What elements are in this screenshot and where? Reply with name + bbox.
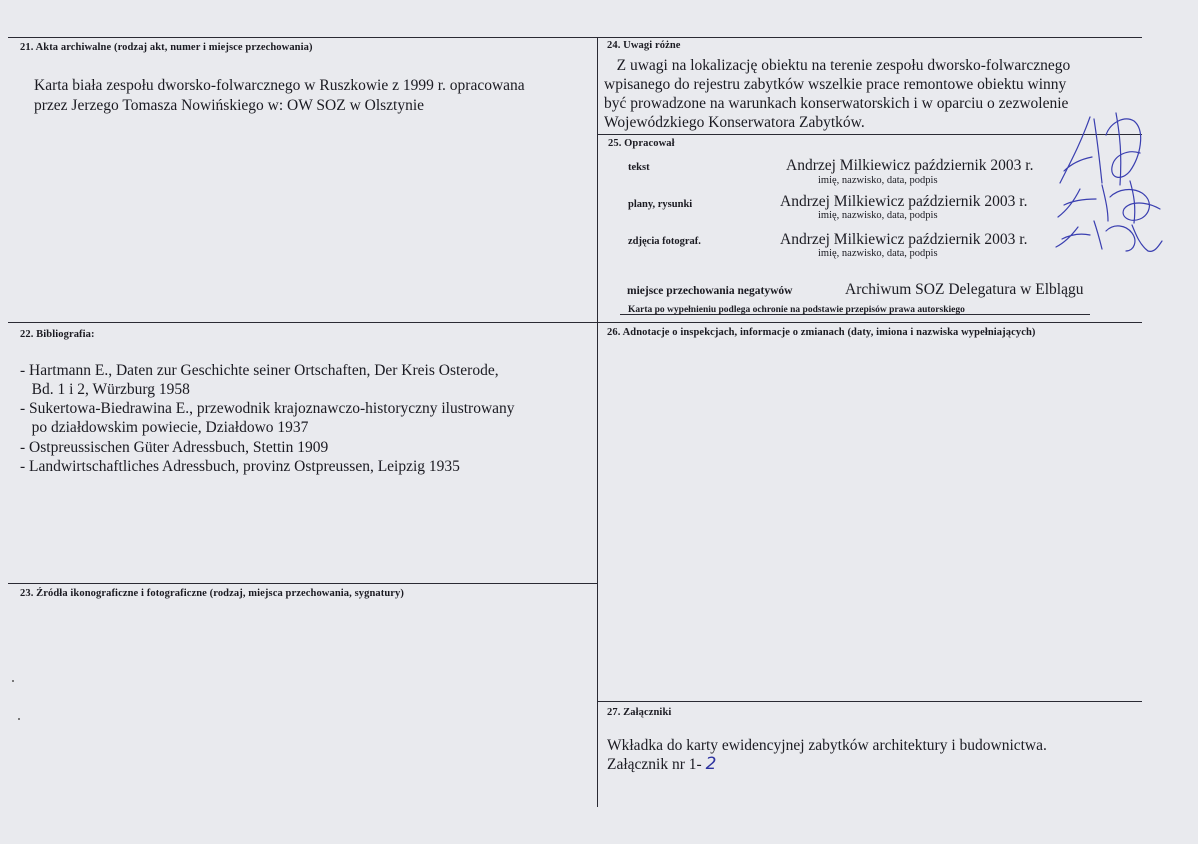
section-21-heading: 21. Akta archiwalne (rodzaj akt, numer i miejsce przechowania) (20, 42, 313, 53)
section-24-line-2: wpisanego do rejestru zabytków wszelkie prace remontowe obiektu winny (604, 76, 1067, 93)
author-row-caption-plans: imię, nazwisko, data, podpis (818, 210, 938, 221)
section-21-line-1: Karta biała zespołu dworsko-folwarcznego w Ruszkowie z 1999 r. opracowana (34, 77, 525, 94)
author-row-label-photos: zdjęcia fotograf. (628, 236, 701, 247)
attachments-line-2 (607, 755, 716, 774)
author-row-label-text: tekst (628, 162, 650, 173)
divider-22-26-top (8, 322, 1142, 323)
section-22-heading: 22. Bibliografia: (20, 329, 95, 340)
copyright-note: Karta po wypełnieniu podlega ochronie na podstawie przepisów prawa autorskiego (628, 305, 965, 315)
bibliography-item-1-cont: Bd. 1 i 2, Würzburg 1958 (20, 381, 190, 398)
section-26-heading: 26. Adnotacje o inspekcjach, informacje o zmianach (daty, imiona i nazwiska wypełniających) (607, 327, 1036, 338)
author-row-caption-photos: imię, nazwisko, data, podpis (818, 248, 938, 259)
author-row-label-plans: plany, rysunki (628, 199, 693, 210)
section-24-line-4: Wojewódzkiego Konserwatora Zabytków. (604, 114, 865, 131)
scan-speck (12, 680, 14, 682)
section-23-heading: 23. Źródła ikonograficzne i fotograficzne (rodzaj, miejsca przechowania, sygnatury) (20, 588, 405, 599)
negatives-storage-label: miejsce przechowania negatywów (627, 285, 793, 297)
bibliography-item-2-cont: po działdowskim powiecie, Działdowo 1937 (20, 419, 309, 436)
attachments-line-2-prefix: Załącznik nr 1- (607, 756, 702, 773)
section-24-line-3: być prowadzone na warunkach konserwatorskich i w oparciu o zezwolenie (604, 95, 1069, 112)
attachments-line-1: Wkładka do karty ewidencyjnej zabytków architektury i budownictwa. (607, 737, 1047, 754)
attachments-handwritten-count: 2 (705, 754, 717, 774)
bibliography-item-2: - Sukertowa-Biedrawina E., przewodnik krajoznawczo-historyczny ilustrowany (20, 400, 515, 417)
bibliography-item-3: - Ostpreussischen Güter Adressbuch, Stettin 1909 (20, 439, 329, 456)
author-row-caption-text: imię, nazwisko, data, podpis (818, 175, 938, 186)
author-row-name-text: Andrzej Milkiewicz październik 2003 r. (786, 157, 1034, 174)
section-24-line-1: Z uwagi na lokalizację obiektu na terenie zespołu dworsko-folwarcznego (605, 57, 1071, 74)
scan-speck (18, 718, 20, 720)
section-21-line-2: przez Jerzego Tomasza Nowińskiego w: OW SOZ w Olsztynie (34, 97, 425, 114)
bibliography-item-4: - Landwirtschaftliches Adressbuch, provinz Ostpreussen, Leipzig 1935 (20, 458, 460, 475)
section-25-heading: 25. Opracował (608, 138, 675, 149)
negatives-storage-value: Archiwum SOZ Delegatura w Elblągu (845, 281, 1084, 298)
divider-23-top (8, 583, 597, 584)
divider-27-top (597, 701, 1142, 702)
bibliography-item-1: - Hartmann E., Daten zur Geschichte seiner Ortschaften, Der Kreis Osterode, (20, 362, 499, 379)
handwritten-signatures (1050, 105, 1170, 265)
section-27-heading: 27. Załączniki (607, 707, 672, 718)
author-row-name-plans: Andrzej Milkiewicz październik 2003 r. (780, 193, 1028, 210)
author-row-name-photos: Andrzej Milkiewicz październik 2003 r. (780, 231, 1028, 248)
section-24-heading: 24. Uwagi różne (607, 40, 681, 51)
center-divider (597, 37, 598, 807)
top-border (8, 37, 1142, 38)
